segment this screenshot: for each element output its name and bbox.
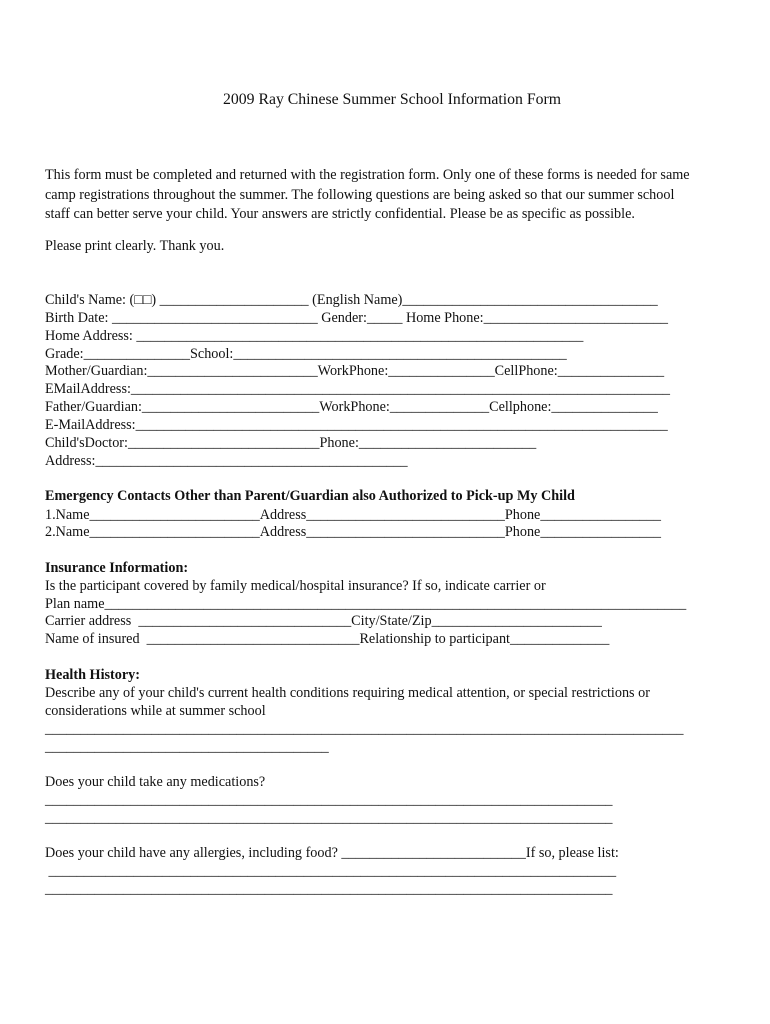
child-name-line: Child's Name: (□□) _____________________ (English Name)____________________________________: [45, 292, 658, 308]
birth-date-line: Birth Date: _____________________________ Gender:_____ Home Phone:__________________________: [45, 310, 669, 326]
home-address-line: Home Address: _______________________________________________________________: [45, 328, 584, 344]
health-question: Describe any of your child's current health conditions requiring medical attention, or special restrictions or: [45, 685, 650, 701]
emergency-heading: Emergency Contacts Other than Parent/Guardian also Authorized to Pick-up My Child: [45, 488, 575, 504]
carrier-address-line: Carrier address ______________________________City/State/Zip________________________: [45, 613, 602, 629]
grade-school-line: Grade:_______________School:_______________________________________________: [45, 346, 567, 362]
emergency-contact-1: 1.Name________________________Address____________________________Phone_________________: [45, 507, 661, 523]
print-instruction: Please print clearly. Thank you.: [45, 238, 225, 254]
allergies-question: Does your child have any allergies, including food? __________________________If so, please list:: [45, 845, 619, 861]
insurance-heading: Insurance Information:: [45, 560, 189, 576]
health-answer-line-1: __________________________________________________________________________________________: [45, 721, 684, 737]
medications-line-2: ________________________________________________________________________________: [45, 810, 613, 826]
intro-paragraph: This form must be completed and returned with the registration form. Only one of these forms is needed for same camp registrations throughout the summer. The following questions are being asked so that our summer school staff can better serve your child. Your answers are strictly confidential. Please be as specific as possible.: [45, 167, 690, 222]
allergies-line-2: ________________________________________________________________________________: [45, 881, 613, 897]
mother-email-line: EMailAddress:____________________________________________________________________________: [45, 381, 671, 397]
insured-name-line: Name of insured ______________________________Relationship to participant______________: [45, 631, 610, 647]
medications-question: Does your child take any medications?: [45, 774, 266, 790]
medications-line-1: ________________________________________________________________________________: [45, 792, 613, 808]
doctor-address-line: Address:____________________________________________: [45, 453, 408, 469]
father-email-line: E-MailAddress:___________________________________________________________________________: [45, 417, 668, 433]
health-answer-line-2: ________________________________________: [45, 739, 329, 755]
emergency-contact-2: 2.Name________________________Address____________________________Phone_________________: [45, 524, 661, 540]
allergies-line-1: ________________________________________________________________________________: [45, 863, 617, 879]
insurance-question: Is the participant covered by family medical/hospital insurance? If so, indicate carrier or: [45, 578, 546, 594]
health-heading: Health History:: [45, 667, 140, 683]
plan-name-line: Plan name__________________________________________________________________________________: [45, 596, 687, 612]
form-title: 2009 Ray Chinese Summer School Information Form: [222, 91, 562, 108]
father-guardian-line: Father/Guardian:_________________________WorkPhone:______________Cellphone:_______________: [45, 399, 658, 415]
mother-guardian-line: Mother/Guardian:________________________WorkPhone:_______________CellPhone:_______________: [45, 363, 665, 379]
doctor-line: Child'sDoctor:___________________________Phone:_________________________: [45, 435, 537, 451]
health-question-cont: considerations while at summer school: [45, 703, 266, 719]
